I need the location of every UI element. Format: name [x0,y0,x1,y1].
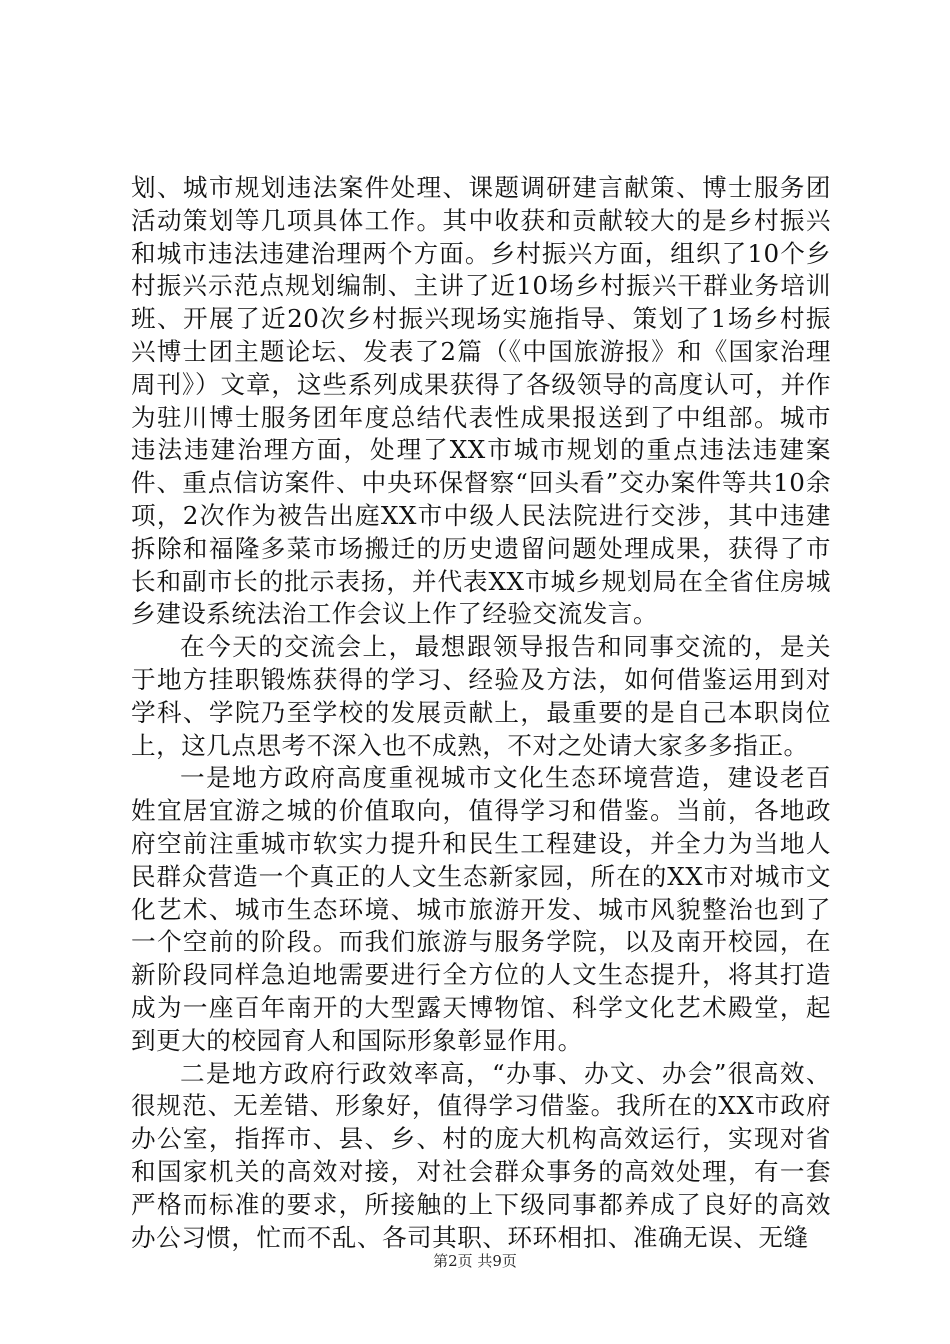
paragraph-point-two: 二是地方政府行政效率高，“办事、办文、办会”很高效、很规范、无差错、形象好，值得学习借鉴。我所在的XX市政府办公室，指挥市、县、乡、村的庞大机构高效运行，实现对省和国家机关的高效对接，对社会群众事务的高效处理，有一套严格而标准的要求，所接触的上下级同事都养成了良好的高效办公习惯，忙而不乱、各司其职、环环相扣、准确无误、无缝 [131,1058,831,1252]
paragraph-point-one: 一是地方政府高度重视城市文化生态环境营造，建设老百姓宜居宜游之城的价值取向，值得学习和借鉴。当前，各地政府空前注重城市软实力提升和民生工程建设，并全力为当地人民群众营造一个真正的人文生态新家园，所在的XX市对城市文化艺术、城市生态环境、城市旅游开发、城市风貌整治也到了一个空前的阶段。而我们旅游与服务学院，以及南开校园，在新阶段同样急迫地需要进行全方位的人文生态提升，将其打造成为一座百年南开的大型露天博物馆、科学文化艺术殿堂，起到更大的校园育人和国际形象彰显作用。 [131,763,831,1055]
document-body [131,172,831,1254]
paragraph-continuation: 划、城市规划违法案件处理、课题调研建言献策、博士服务团活动策划等几项具体工作。其中收获和贡献较大的是乡村振兴和城市违法违建治理两个方面。乡村振兴方面，组织了10个乡村振兴示范点规划编制、主讲了近10场乡村振兴干群业务培训班、开展了近20次乡村振兴现场实施指导、策划了1场乡村振兴博士团主题论坛、发表了2篇（《中国旅游报》和《国家治理周刊》）文章，这些系列成果获得了各级领导的高度认可，并作为驻川博士服务团年度总结代表性成果报送到了中组部。城市违法违建治理方面，处理了XX市城市规划的重点违法违建案件、重点信访案件、中央环保督察“回头看”交办案件等共10余项，2次作为被告出庭XX市中级人民法院进行交涉，其中违建拆除和福隆多菜市场搬迁的历史遗留问题处理成果，获得了市长和副市长的批示表扬，并代表XX市城乡规划局在全省住房城乡建设系统法治工作会议上作了经验交流发言。 [131,173,831,629]
page-footer: 第2页 共9页 [433,1252,517,1270]
paragraph-exchange-meeting: 在今天的交流会上，最想跟领导报告和同事交流的，是关于地方挂职锻炼获得的学习、经验及方法，如何借鉴运用到对学科、学院乃至学校的发展贡献上，最重要的是自己本职岗位上，这几点思考不深入也不成熟，不对之处请大家多多指正。 [131,632,831,760]
